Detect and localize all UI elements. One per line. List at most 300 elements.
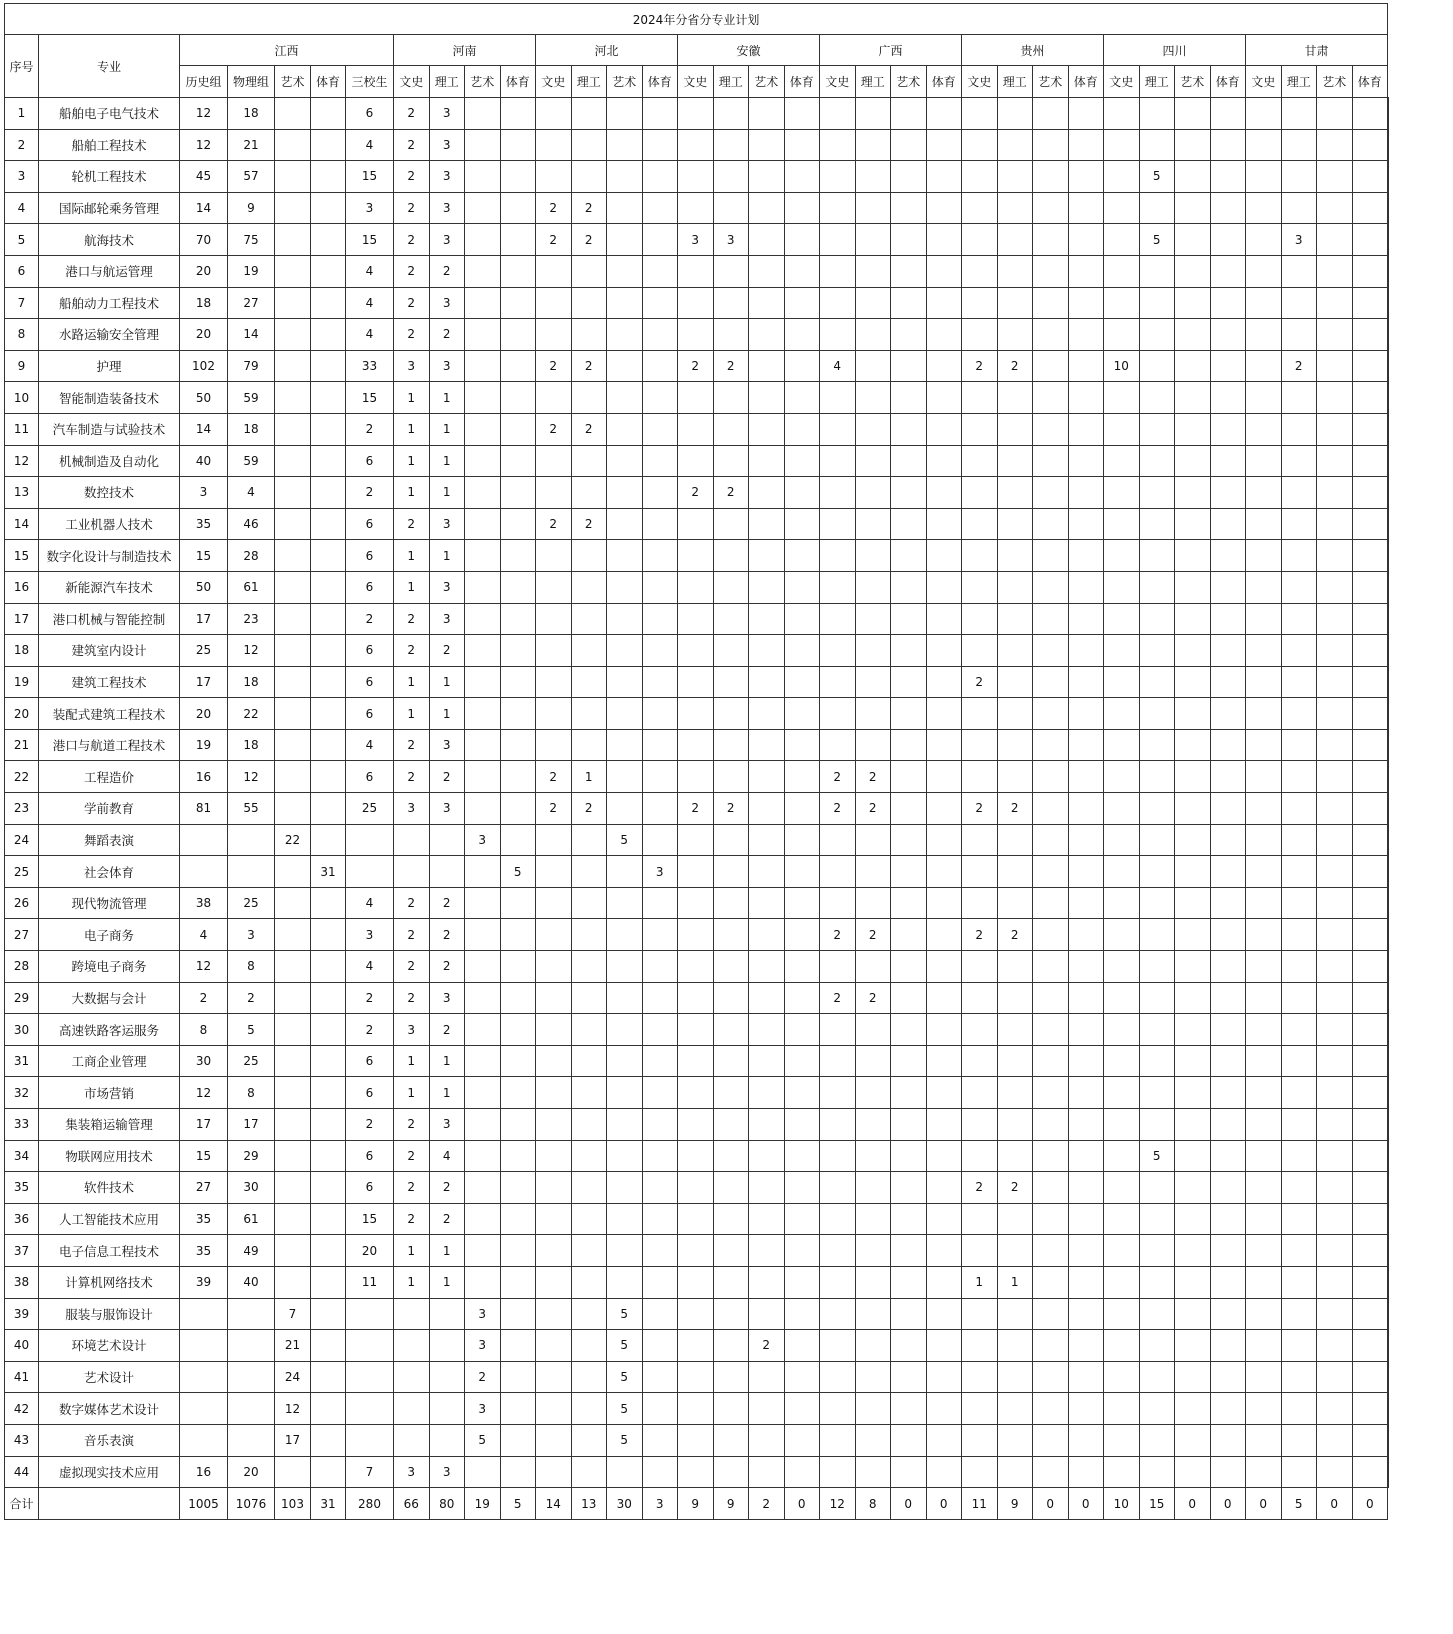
quota-cell xyxy=(820,382,856,414)
quota-cell xyxy=(749,508,785,540)
quota-cell xyxy=(784,445,820,477)
quota-cell: 1 xyxy=(394,666,430,698)
quota-cell xyxy=(1246,1298,1282,1330)
category-header: 理工 xyxy=(997,66,1033,98)
quota-cell xyxy=(275,1266,311,1298)
quota-cell: 2 xyxy=(962,350,998,382)
quota-cell xyxy=(962,1203,998,1235)
quota-cell xyxy=(607,1266,643,1298)
quota-cell xyxy=(536,887,572,919)
category-header: 体育 xyxy=(1068,66,1104,98)
major-header: 专业 xyxy=(39,35,180,98)
quota-cell xyxy=(1281,1424,1317,1456)
quota-cell xyxy=(311,1456,346,1488)
quota-cell xyxy=(820,319,856,351)
quota-cell: 1 xyxy=(429,382,465,414)
quota-cell: 2 xyxy=(394,1172,430,1204)
quota-cell: 49 xyxy=(228,1235,275,1267)
row-seq: 16 xyxy=(5,571,39,603)
quota-cell xyxy=(820,540,856,572)
quota-cell xyxy=(1388,1298,1389,1330)
quota-cell xyxy=(1281,319,1317,351)
quota-cell: 24 xyxy=(275,1361,311,1393)
quota-cell xyxy=(855,287,891,319)
quota-cell xyxy=(1068,919,1104,951)
quota-cell xyxy=(536,1014,572,1046)
table-row xyxy=(5,635,1389,667)
quota-cell xyxy=(1139,1424,1175,1456)
quota-cell xyxy=(962,1456,998,1488)
quota-cell xyxy=(1210,729,1246,761)
quota-cell xyxy=(1352,1235,1388,1267)
quota-cell: 1 xyxy=(429,1266,465,1298)
quota-cell: 2 xyxy=(536,350,572,382)
quota-cell xyxy=(1246,413,1282,445)
quota-cell xyxy=(429,1298,465,1330)
quota-cell: 17 xyxy=(180,1109,228,1141)
quota-cell xyxy=(713,919,749,951)
quota-cell: 2 xyxy=(678,477,714,509)
quota-cell xyxy=(1175,445,1211,477)
quota-cell xyxy=(1317,350,1353,382)
quota-cell xyxy=(713,666,749,698)
quota-cell xyxy=(749,1266,785,1298)
quota-cell: 5 xyxy=(228,1014,275,1046)
quota-cell xyxy=(1033,982,1069,1014)
quota-cell xyxy=(1139,445,1175,477)
quota-cell xyxy=(962,571,998,603)
quota-cell xyxy=(275,1235,311,1267)
quota-cell xyxy=(571,666,607,698)
quota-cell xyxy=(1210,1045,1246,1077)
quota-cell xyxy=(1388,287,1389,319)
quota-cell xyxy=(536,319,572,351)
quota-cell xyxy=(500,1203,536,1235)
quota-cell xyxy=(749,1203,785,1235)
quota-cell xyxy=(311,98,346,130)
total-cell: 3 xyxy=(642,1488,678,1520)
quota-cell: 7 xyxy=(346,1456,394,1488)
quota-cell: 2 xyxy=(394,98,430,130)
quota-cell xyxy=(1388,603,1389,635)
quota-cell xyxy=(500,413,536,445)
quota-cell xyxy=(1175,382,1211,414)
quota-cell xyxy=(1175,129,1211,161)
quota-cell xyxy=(1281,1330,1317,1362)
quota-cell xyxy=(1033,445,1069,477)
quota-cell xyxy=(1139,824,1175,856)
quota-cell: 4 xyxy=(346,287,394,319)
row-major: 水路运输安全管理 xyxy=(39,319,180,351)
quota-cell xyxy=(713,129,749,161)
quota-cell xyxy=(1104,382,1140,414)
quota-cell xyxy=(784,382,820,414)
quota-cell xyxy=(465,1077,501,1109)
category-header: 物理组 xyxy=(228,66,275,98)
quota-cell xyxy=(997,761,1033,793)
row-major: 物联网应用技术 xyxy=(39,1140,180,1172)
quota-cell xyxy=(962,1109,998,1141)
quota-cell xyxy=(1281,508,1317,540)
quota-cell xyxy=(1033,1266,1069,1298)
quota-cell xyxy=(1281,1235,1317,1267)
quota-cell xyxy=(997,129,1033,161)
quota-cell xyxy=(536,1393,572,1425)
quota-cell xyxy=(855,824,891,856)
quota-cell xyxy=(820,1109,856,1141)
quota-cell xyxy=(1068,1298,1104,1330)
row-seq: 1 xyxy=(5,98,39,130)
quota-cell xyxy=(1104,1235,1140,1267)
quota-cell: 12 xyxy=(180,1077,228,1109)
quota-cell xyxy=(749,729,785,761)
quota-cell: 12 xyxy=(180,98,228,130)
quota-cell xyxy=(1210,1109,1246,1141)
quota-cell: 17 xyxy=(275,1424,311,1456)
quota-cell xyxy=(713,1266,749,1298)
quota-cell xyxy=(1281,887,1317,919)
quota-cell: 3 xyxy=(429,729,465,761)
quota-cell xyxy=(180,1424,228,1456)
quota-cell xyxy=(536,698,572,730)
row-major: 服装与服饰设计 xyxy=(39,1298,180,1330)
quota-cell: 2 xyxy=(346,413,394,445)
total-cell: 0 xyxy=(1033,1488,1069,1520)
quota-cell xyxy=(997,951,1033,983)
quota-cell: 27 xyxy=(180,1172,228,1204)
total-cell: 80 xyxy=(429,1488,465,1520)
table-row xyxy=(5,255,1389,287)
quota-cell xyxy=(1388,635,1389,667)
quota-cell: 2 xyxy=(997,793,1033,825)
quota-cell xyxy=(926,1424,962,1456)
quota-cell xyxy=(311,382,346,414)
quota-cell xyxy=(962,951,998,983)
quota-cell xyxy=(962,982,998,1014)
quota-cell xyxy=(1317,793,1353,825)
quota-cell xyxy=(1175,508,1211,540)
quota-cell xyxy=(926,1140,962,1172)
quota-cell: 25 xyxy=(228,1045,275,1077)
row-major: 艺术设计 xyxy=(39,1361,180,1393)
quota-cell xyxy=(536,1330,572,1362)
row-seq: 30 xyxy=(5,1014,39,1046)
row-major: 工程造价 xyxy=(39,761,180,793)
quota-cell xyxy=(891,319,927,351)
quota-cell xyxy=(962,540,998,572)
quota-cell xyxy=(891,761,927,793)
quota-cell: 2 xyxy=(536,224,572,256)
quota-cell xyxy=(571,445,607,477)
quota-cell xyxy=(465,192,501,224)
quota-cell xyxy=(855,1172,891,1204)
quota-cell xyxy=(465,319,501,351)
quota-cell xyxy=(571,1266,607,1298)
quota-cell xyxy=(465,1203,501,1235)
quota-cell xyxy=(1388,1172,1389,1204)
quota-cell xyxy=(678,508,714,540)
quota-cell xyxy=(1104,1109,1140,1141)
quota-cell xyxy=(713,951,749,983)
quota-cell: 2 xyxy=(394,319,430,351)
quota-cell xyxy=(962,1235,998,1267)
quota-cell xyxy=(465,698,501,730)
table-row xyxy=(5,413,1389,445)
quota-cell xyxy=(180,1298,228,1330)
quota-cell xyxy=(571,540,607,572)
quota-cell xyxy=(228,1393,275,1425)
quota-cell xyxy=(926,413,962,445)
quota-cell: 3 xyxy=(1281,224,1317,256)
quota-cell xyxy=(713,1140,749,1172)
quota-cell xyxy=(465,1235,501,1267)
quota-cell xyxy=(500,192,536,224)
quota-cell: 15 xyxy=(346,1203,394,1235)
quota-cell xyxy=(311,729,346,761)
quota-cell xyxy=(1352,540,1388,572)
quota-cell xyxy=(962,635,998,667)
quota-cell: 2 xyxy=(571,413,607,445)
row-seq: 21 xyxy=(5,729,39,761)
quota-cell xyxy=(713,1456,749,1488)
quota-cell xyxy=(855,951,891,983)
quota-cell xyxy=(1033,413,1069,445)
category-header: 理工 xyxy=(713,66,749,98)
quota-cell xyxy=(713,287,749,319)
quota-cell xyxy=(1352,98,1388,130)
quota-cell xyxy=(749,666,785,698)
quota-cell xyxy=(891,729,927,761)
quota-cell xyxy=(536,287,572,319)
quota-cell xyxy=(1210,508,1246,540)
quota-cell xyxy=(749,919,785,951)
quota-cell xyxy=(926,540,962,572)
quota-cell xyxy=(1281,856,1317,888)
quota-cell: 2 xyxy=(997,1172,1033,1204)
quota-cell: 1 xyxy=(962,1266,998,1298)
quota-cell xyxy=(820,635,856,667)
quota-cell xyxy=(571,1393,607,1425)
quota-cell xyxy=(1352,856,1388,888)
quota-cell: 3 xyxy=(429,982,465,1014)
quota-cell xyxy=(536,666,572,698)
quota-cell xyxy=(891,413,927,445)
category-header: 历史组 xyxy=(180,66,228,98)
quota-cell xyxy=(571,1172,607,1204)
quota-cell xyxy=(678,666,714,698)
quota-cell: 2 xyxy=(394,192,430,224)
quota-cell xyxy=(500,698,536,730)
quota-cell: 102 xyxy=(180,350,228,382)
quota-cell xyxy=(713,1330,749,1362)
quota-cell xyxy=(500,287,536,319)
quota-cell xyxy=(820,729,856,761)
quota-cell xyxy=(1175,761,1211,793)
quota-cell xyxy=(926,192,962,224)
quota-cell xyxy=(820,1266,856,1298)
quota-cell xyxy=(1281,477,1317,509)
quota-cell xyxy=(820,413,856,445)
quota-cell: 1 xyxy=(429,666,465,698)
quota-cell xyxy=(926,508,962,540)
quota-cell xyxy=(678,982,714,1014)
quota-cell xyxy=(678,1393,714,1425)
quota-cell xyxy=(1139,350,1175,382)
quota-cell: 3 xyxy=(465,1393,501,1425)
quota-cell xyxy=(713,413,749,445)
row-seq: 11 xyxy=(5,413,39,445)
quota-cell xyxy=(1033,1109,1069,1141)
quota-cell xyxy=(784,350,820,382)
quota-cell: 3 xyxy=(429,508,465,540)
quota-cell xyxy=(642,887,678,919)
quota-cell: 2 xyxy=(346,603,394,635)
quota-cell xyxy=(1033,1077,1069,1109)
quota-cell xyxy=(311,1266,346,1298)
quota-cell xyxy=(1388,1235,1389,1267)
quota-cell xyxy=(1281,1045,1317,1077)
quota-cell xyxy=(926,224,962,256)
quota-cell xyxy=(962,224,998,256)
quota-cell xyxy=(1388,887,1389,919)
quota-cell xyxy=(607,1077,643,1109)
category-header: 文史 xyxy=(962,66,998,98)
quota-cell xyxy=(465,793,501,825)
quota-cell xyxy=(1210,382,1246,414)
quota-cell xyxy=(1281,1298,1317,1330)
quota-cell xyxy=(275,192,311,224)
quota-cell xyxy=(1175,1203,1211,1235)
quota-cell xyxy=(713,887,749,919)
quota-cell xyxy=(275,382,311,414)
row-major: 数控技术 xyxy=(39,477,180,509)
quota-cell xyxy=(465,287,501,319)
table-row xyxy=(5,793,1389,825)
quota-cell xyxy=(749,1393,785,1425)
quota-cell xyxy=(1352,887,1388,919)
quota-cell xyxy=(784,161,820,193)
table-row xyxy=(5,603,1389,635)
quota-cell xyxy=(1388,477,1389,509)
quota-cell xyxy=(1068,1266,1104,1298)
quota-cell xyxy=(1352,1109,1388,1141)
table-row xyxy=(5,350,1389,382)
quota-cell xyxy=(275,350,311,382)
total-cell: 1076 xyxy=(228,1488,275,1520)
quota-cell xyxy=(500,919,536,951)
total-cell: 9 xyxy=(713,1488,749,1520)
quota-cell xyxy=(228,1298,275,1330)
quota-cell xyxy=(1139,1330,1175,1362)
quota-cell xyxy=(1246,761,1282,793)
quota-cell xyxy=(500,1172,536,1204)
quota-cell xyxy=(1352,824,1388,856)
quota-cell: 1 xyxy=(429,698,465,730)
quota-cell xyxy=(855,1298,891,1330)
quota-cell xyxy=(1352,1172,1388,1204)
quota-cell xyxy=(962,98,998,130)
quota-cell xyxy=(1352,255,1388,287)
quota-cell xyxy=(1104,224,1140,256)
quota-cell xyxy=(1068,1235,1104,1267)
quota-cell xyxy=(465,729,501,761)
quota-cell xyxy=(1210,1298,1246,1330)
quota-cell xyxy=(607,540,643,572)
quota-cell xyxy=(1352,192,1388,224)
category-header: 文史 xyxy=(1104,66,1140,98)
row-major: 电子商务 xyxy=(39,919,180,951)
quota-cell xyxy=(926,1298,962,1330)
quota-cell xyxy=(820,1393,856,1425)
row-seq: 19 xyxy=(5,666,39,698)
province-header: 河北 xyxy=(536,35,678,66)
province-header: 江西 xyxy=(180,35,394,66)
quota-cell: 5 xyxy=(1139,224,1175,256)
quota-cell xyxy=(1246,224,1282,256)
quota-cell xyxy=(1068,603,1104,635)
quota-cell xyxy=(1068,1393,1104,1425)
quota-cell xyxy=(1281,445,1317,477)
row-seq: 2 xyxy=(5,129,39,161)
quota-cell xyxy=(784,1361,820,1393)
quota-cell xyxy=(891,508,927,540)
quota-cell xyxy=(1317,192,1353,224)
quota-cell xyxy=(1210,129,1246,161)
quota-cell xyxy=(1175,1014,1211,1046)
quota-cell xyxy=(678,98,714,130)
quota-cell xyxy=(1246,729,1282,761)
quota-cell: 17 xyxy=(180,603,228,635)
quota-cell: 2 xyxy=(394,224,430,256)
quota-cell xyxy=(465,603,501,635)
quota-cell xyxy=(1139,1298,1175,1330)
quota-cell xyxy=(820,1298,856,1330)
quota-cell xyxy=(1281,1140,1317,1172)
category-header: 三校生 xyxy=(346,66,394,98)
quota-cell: 61 xyxy=(228,571,275,603)
quota-cell xyxy=(678,1140,714,1172)
table-row xyxy=(5,571,1389,603)
quota-cell xyxy=(1175,887,1211,919)
row-seq: 44 xyxy=(5,1456,39,1488)
quota-cell xyxy=(1104,951,1140,983)
quota-cell xyxy=(311,350,346,382)
quota-cell xyxy=(891,666,927,698)
quota-cell: 2 xyxy=(394,129,430,161)
quota-cell xyxy=(465,382,501,414)
quota-cell: 15 xyxy=(180,1140,228,1172)
table-row xyxy=(5,445,1389,477)
province-header-row xyxy=(5,35,1389,66)
quota-cell xyxy=(536,1235,572,1267)
quota-cell xyxy=(1388,1456,1389,1488)
quota-cell xyxy=(891,1172,927,1204)
quota-cell: 3 xyxy=(228,919,275,951)
quota-cell xyxy=(855,508,891,540)
quota-cell xyxy=(1139,729,1175,761)
quota-cell xyxy=(1388,1045,1389,1077)
quota-cell xyxy=(1388,1266,1389,1298)
row-major: 电子信息工程技术 xyxy=(39,1235,180,1267)
quota-cell: 3 xyxy=(394,793,430,825)
quota-cell: 2 xyxy=(997,919,1033,951)
quota-cell xyxy=(465,666,501,698)
quota-cell xyxy=(713,1424,749,1456)
quota-cell: 2 xyxy=(962,1172,998,1204)
row-major: 高速铁路客运服务 xyxy=(39,1014,180,1046)
quota-cell: 6 xyxy=(346,635,394,667)
quota-cell xyxy=(1033,951,1069,983)
